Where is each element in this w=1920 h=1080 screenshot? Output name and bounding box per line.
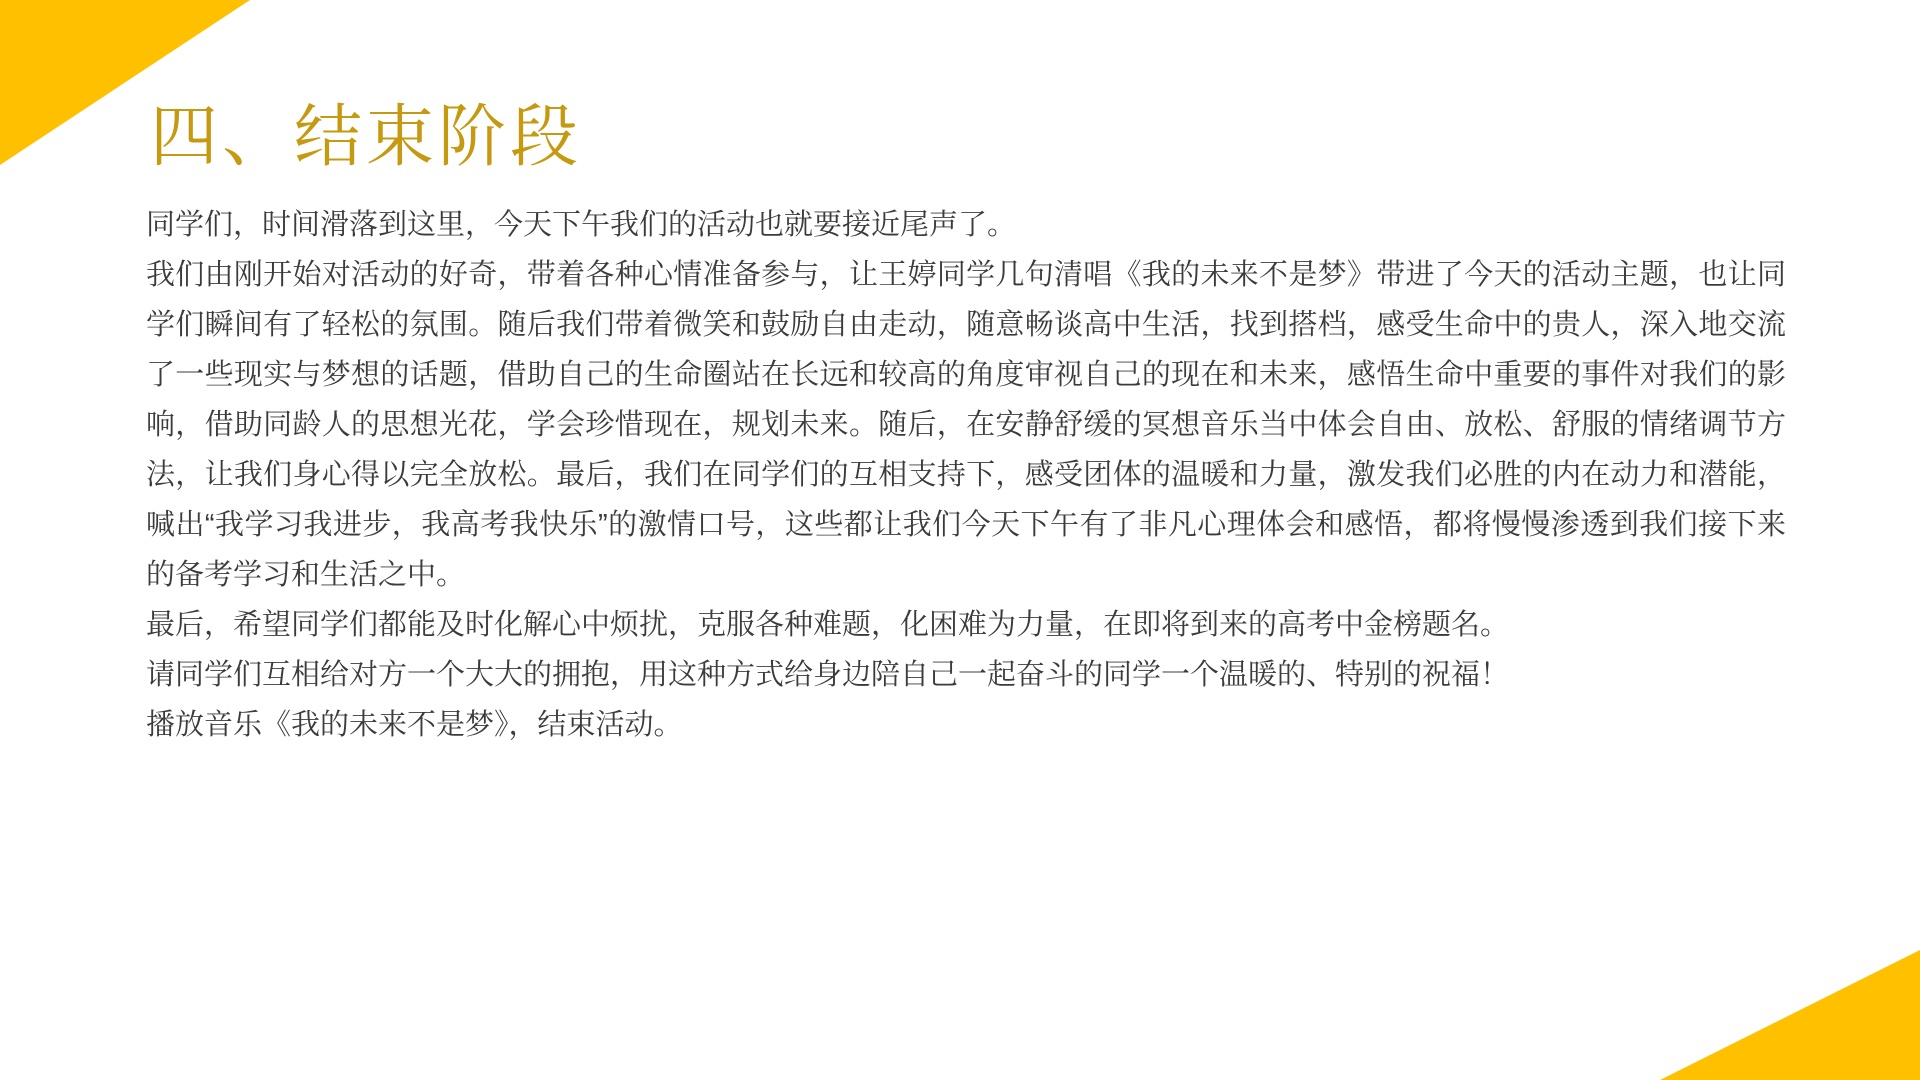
slide-body-text xyxy=(146,200,1786,750)
paragraph: 请同学们互相给对方一个大大的拥抱，用这种方式给身边陪自己一起奋斗的同学一个温暖的、特别的祝福！ xyxy=(146,659,1510,691)
paragraph: 播放音乐《我的未来不是梦》，结束活动。 xyxy=(146,709,683,741)
paragraph: 最后，希望同学们都能及时化解心中烦扰，克服各种难题，化困难为力量，在即将到来的高考中金榜题名。 xyxy=(146,609,1510,641)
page-title: 四、结束阶段 xyxy=(150,98,583,175)
paragraph: 同学们，时间滑落到这里，今天下午我们的活动也就要接近尾声了。 xyxy=(146,209,1017,241)
paragraph: 我们由刚开始对活动的好奇，带着各种心情准备参与，让王婷同学几句清唱《我的未来不是梦》带进了今天的活动主题，也让同学们瞬间有了轻松的氛围。随后我们带着微笑和鼓励自由走动，随意畅谈高中生活，找到搭档，感受生命中的贵人，深入地交流了一些现实与梦想的话题，借助自己的生命圈站在长远和较高的角度审视自己的现在和未来，感悟生命中重要的事件对我们的影响，借助同龄人的思想光花，学会珍惜现在，规划未来。随后，在安静舒缓的冥想音乐当中体会自由、放松、舒服的情绪调节方法，让我们身心得以完全放松。最后，我们在同学们的互相支持下，感受团体的温暖和力量，激发我们必胜的内在动力和潜能，喊出“我学习我进步，我高考我快乐”的激情口号，这些都让我们今天下午有了非凡心理体会和感悟，都将慢慢渗透到我们接下来的备考学习和生活之中。 xyxy=(146,259,1786,591)
decorative-triangle-bottom-right xyxy=(1660,950,1920,1080)
